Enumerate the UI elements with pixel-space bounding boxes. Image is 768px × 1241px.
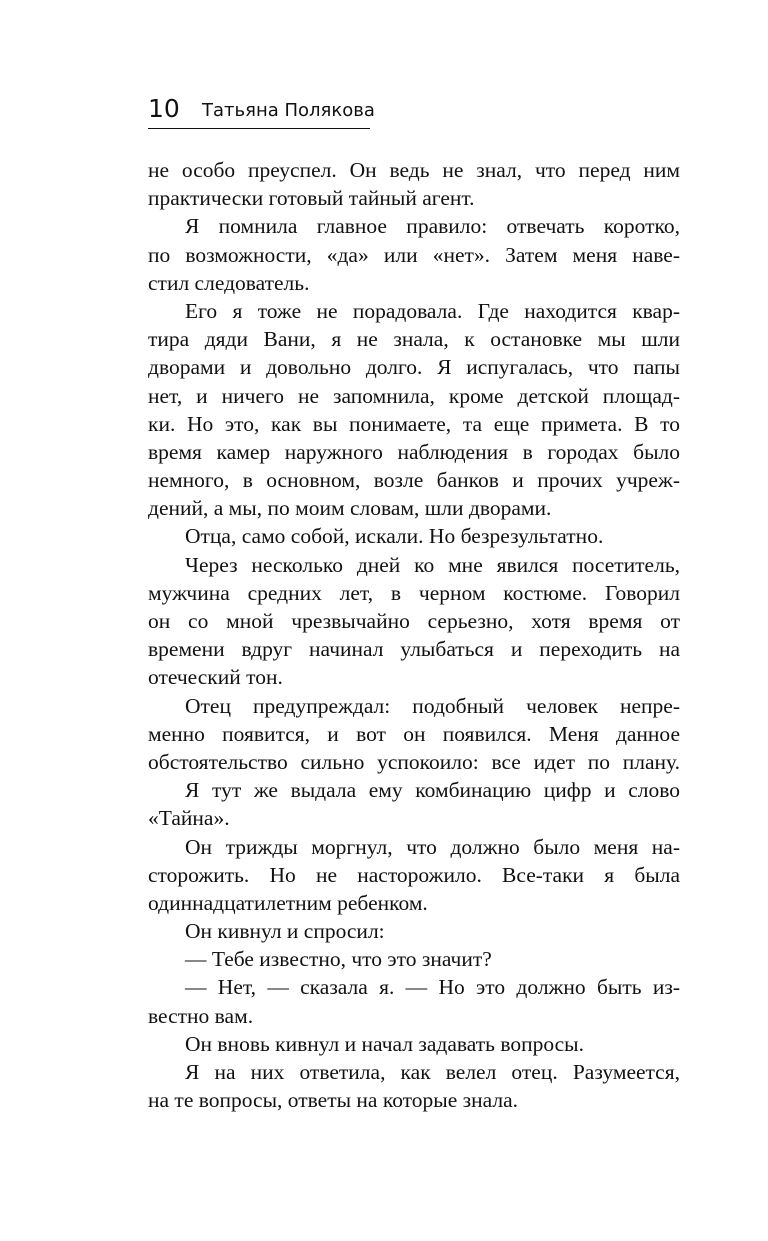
text-line: он со мной чрезвычайно серьезно, хотя время от — [148, 609, 680, 633]
text-line: — Нет, — сказала я. — Но это должно быть из- — [185, 975, 680, 1000]
text-line: тира дяди Вани, я не знала, к остановке мы шли — [148, 327, 680, 352]
text-line: дений, а мы, по моим словам, шли дворами. — [148, 496, 552, 521]
text-line: Я на них ответила, как велел отец. Разумеется, — [185, 1060, 680, 1084]
text-line: Я тут же выдала ему комбинацию цифр и слово — [185, 778, 680, 803]
text-line: «Тайна». — [148, 806, 230, 831]
text-line: не особо преуспел. Он ведь не знал, что перед ним — [148, 158, 680, 182]
author-name: Татьяна Полякова — [202, 100, 375, 121]
text-line: нет, и ничего не запомнила, кроме детской площад- — [148, 383, 680, 408]
text-line: Я помнила главное правило: отвечать коротко, — [185, 214, 680, 239]
text-line: Его я тоже не порадовала. Где находится квар- — [185, 298, 680, 323]
text-line: по возможности, «да» или «нет». Затем меня наве- — [148, 242, 680, 267]
text-line: ки. Но это, как вы понимаете, та еще примета. В то — [148, 411, 680, 436]
text-line: вестно вам. — [148, 1003, 254, 1028]
running-header — [148, 92, 375, 129]
text-line: Он вновь кивнул и начал задавать вопросы. — [185, 1031, 584, 1056]
page-number: 10 — [148, 94, 180, 123]
text-line: Он трижды моргнул, что должно было меня на- — [185, 834, 680, 859]
text-line: немного, в основном, возле банков и прочих учреж- — [148, 468, 680, 493]
text-line: мужчина средних лет, в черном костюме. Говорил — [148, 580, 680, 605]
text-line: время камер наружного наблюдения в городах было — [148, 439, 680, 464]
body-text — [148, 156, 680, 1114]
text-line: Отца, само собой, искали. Но безрезультатно. — [185, 524, 604, 549]
text-line: на те вопросы, ответы на которые знала. — [148, 1088, 519, 1113]
text-line: — Тебе известно, что это значит? — [185, 947, 492, 972]
text-line: дворами и довольно долго. Я испугалась, что папы — [148, 355, 680, 380]
text-line: практически готовый тайный агент. — [148, 186, 475, 211]
text-line: одиннадцатилетним ребенком. — [148, 890, 428, 915]
text-line: Отец предупреждал: подобный человек непре- — [185, 693, 680, 718]
text-line: обстоятельство сильно успокоило: все идет по плану. — [148, 749, 680, 774]
text-line: менно появится, и вот он появился. Меня данное — [148, 721, 680, 746]
text-line: Он кивнул и спросил: — [185, 919, 385, 944]
text-line: отеческий тон. — [148, 665, 283, 690]
text-line: сторожить. Но не насторожило. Все-таки я была — [148, 862, 680, 887]
text-line: времени вдруг начинал улыбаться и переходить на — [148, 637, 680, 662]
text-line: стил следователь. — [148, 270, 310, 295]
text-line: Через несколько дней ко мне явился посетитель, — [185, 552, 680, 577]
